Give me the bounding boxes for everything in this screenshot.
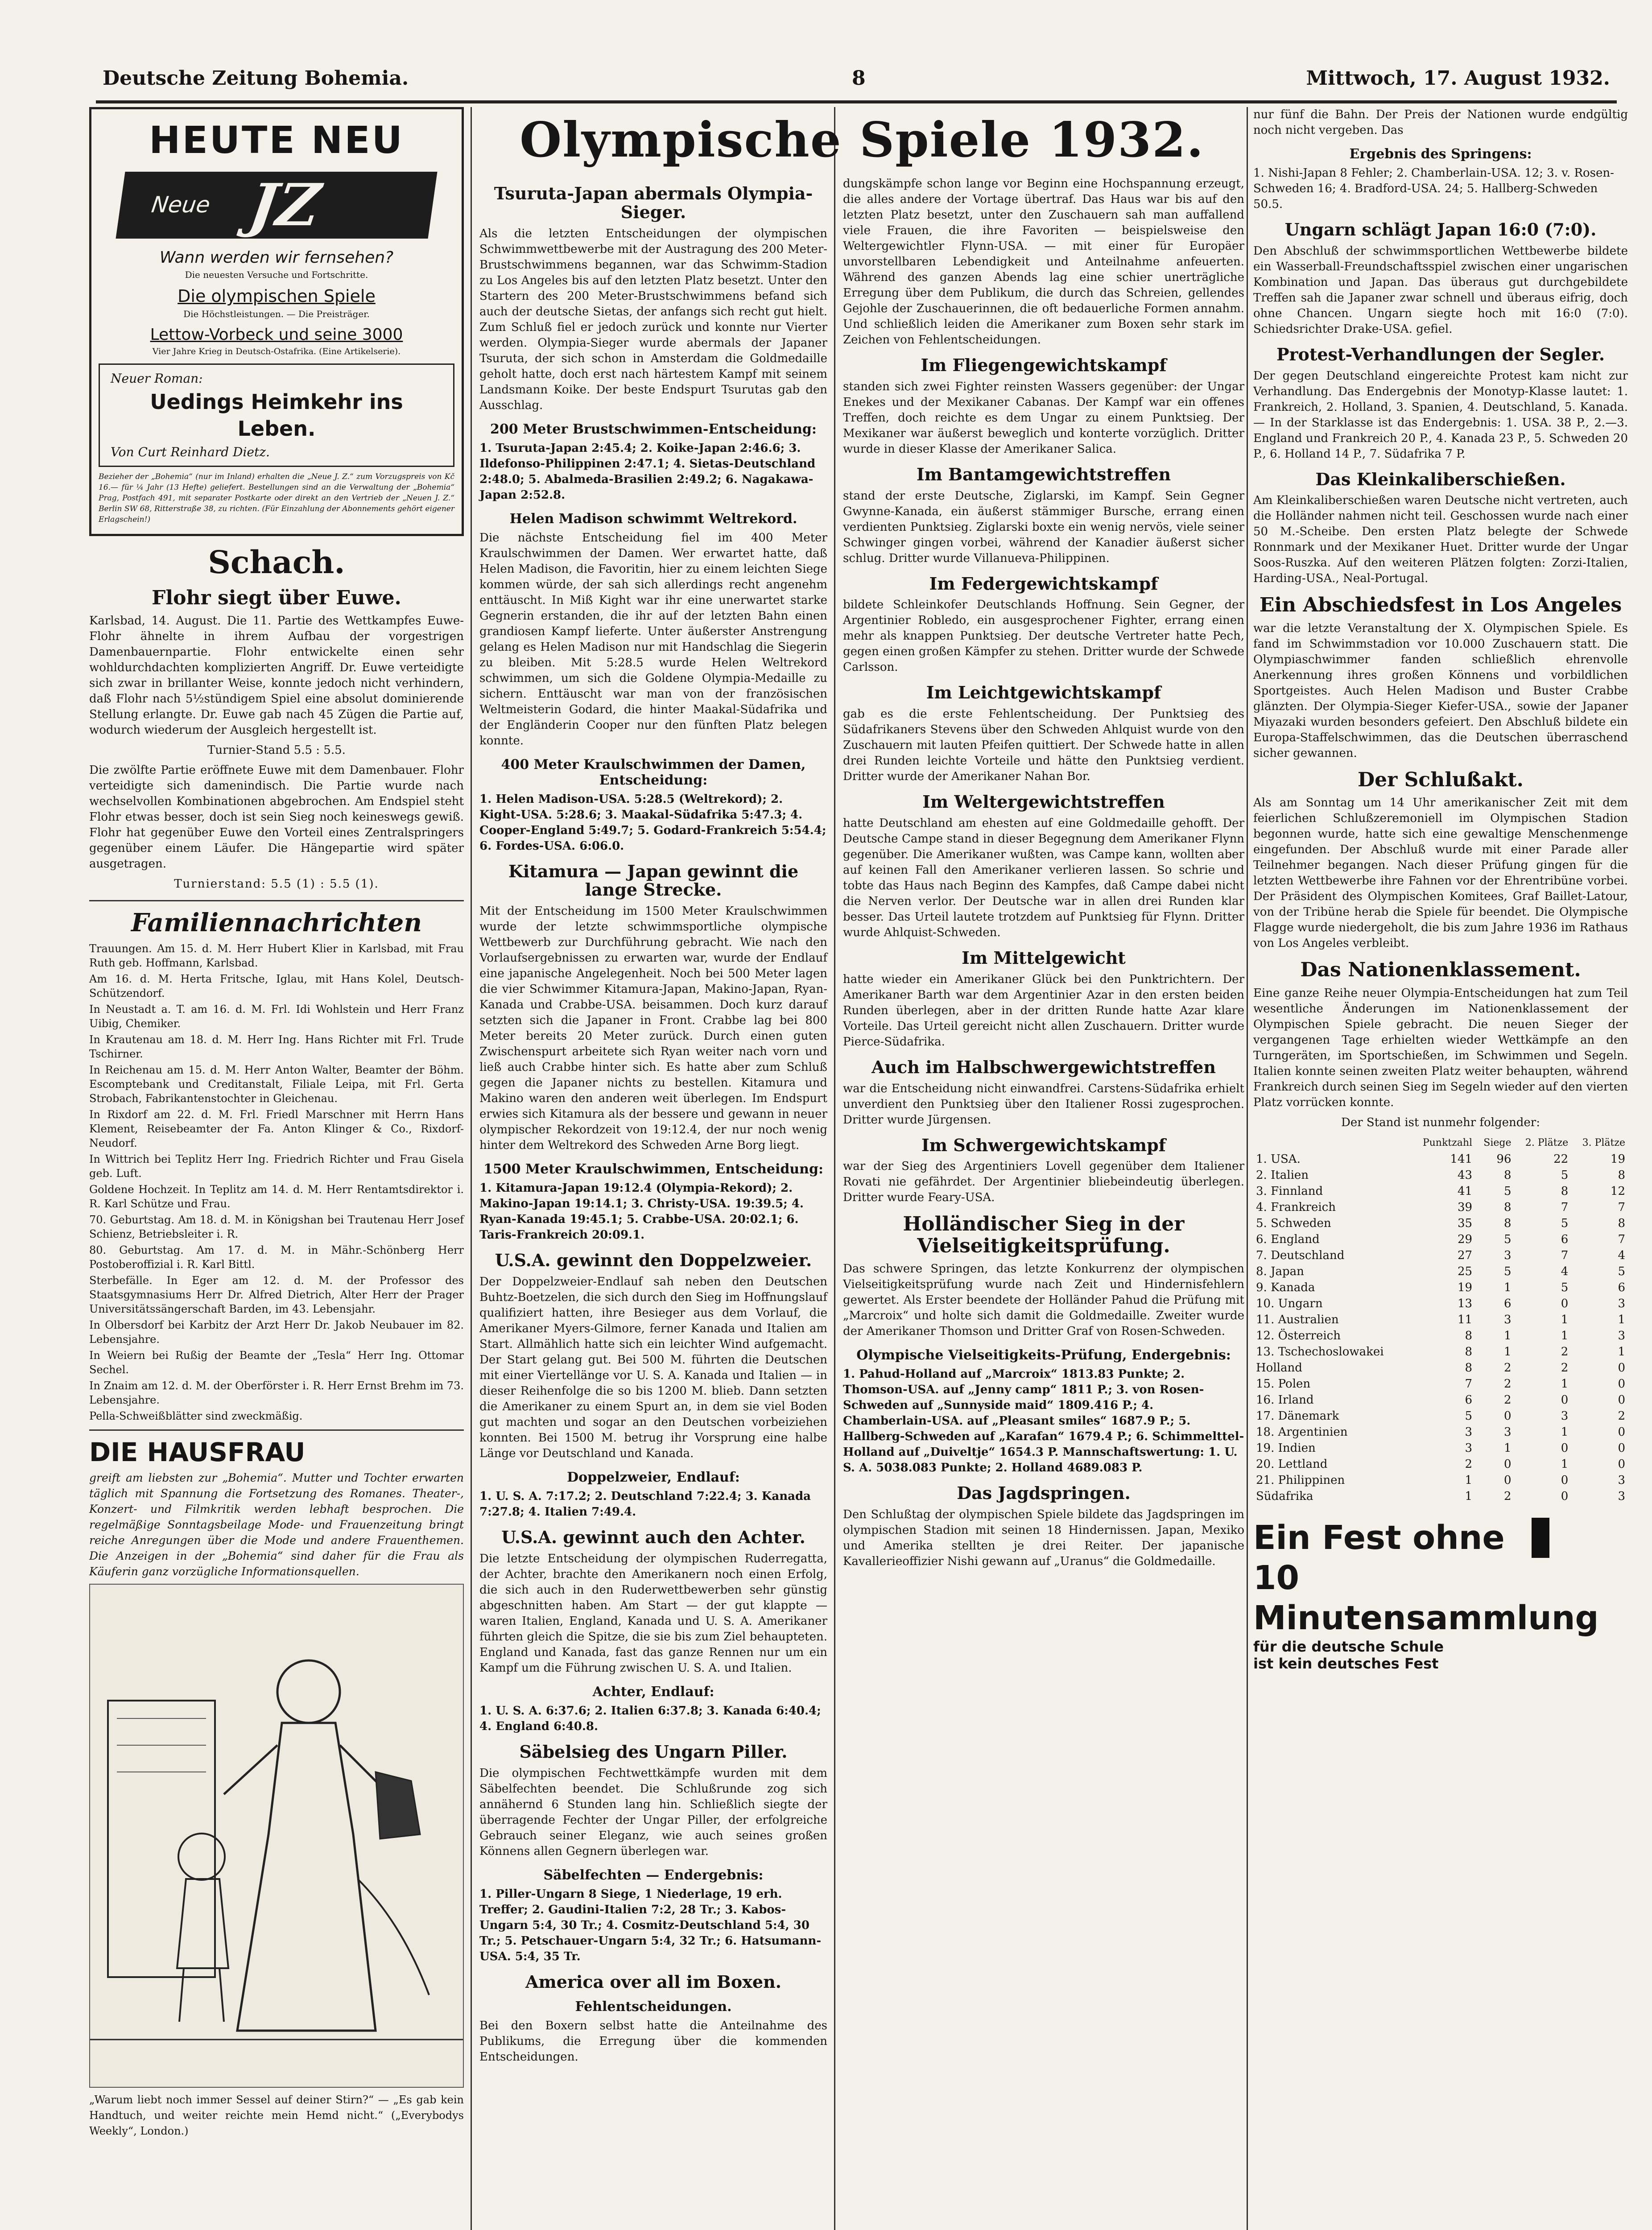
result-heading: Achter, Endlauf:: [592, 1684, 714, 1700]
family-entry: 70. Geburtstag. Am 18. d. M. in Königshan bei Trautenau Herr Josef Schienz, Betriebsleiter i. R.: [89, 1213, 464, 1240]
article-text: Das schwere Springen, das letzte Konkurrenz der olympischen Vielseitigkeitsprüfung wurde nach Zeit und Hindernisfehlern gewertet. Als Erster beendete der Holländer Pahud die Prüfung mit „Marcroix“ und holte sich damit die Goldmedaille. Zweiter wurde der Amerikaner Thomson und Dritter Graf von Rosen-Schweden.: [843, 1262, 1244, 1338]
standings-value: 0: [1618, 1441, 1625, 1455]
standings-value: 1: [1561, 1313, 1569, 1326]
article-text: war der Sieg des Argentiniers Lovell gegenüber dem Italiener Rovati nie gefährdet. Der Argentinier bliebeindeutig überlegen. Dritter wurde Feary-USA.: [843, 1160, 1244, 1205]
school-collection-ad: [1253, 1518, 1628, 1672]
jz-line-1: Die neuesten Versuche und Fortschritte.: [185, 269, 368, 280]
standings-value: 7: [1561, 1200, 1569, 1214]
standings-country: 5. Schweden: [1256, 1216, 1331, 1230]
standings-value: 3: [1503, 1248, 1512, 1262]
article-heading: Protest-Verhandlungen der Segler.: [1276, 344, 1605, 364]
family-entry: In Neustadt a. T. am 16. d. M. Frl. Idi Wohlstein und Herr Franz Uibig, Chemiker.: [89, 1003, 464, 1030]
standings-value: 39: [1457, 1200, 1473, 1214]
standings-value: 13: [1457, 1297, 1473, 1310]
standings-value: 0: [1503, 1473, 1512, 1487]
standings-value: 0: [1561, 1297, 1569, 1310]
standings-country: 4. Frankreich: [1256, 1200, 1336, 1214]
standings-value: 1: [1465, 1473, 1473, 1487]
article-heading: Kitamura — Japan gewinnt die lange Strecke.: [508, 861, 799, 900]
standings-value: 1: [1503, 1441, 1512, 1455]
standings-header-cell: Siege: [1483, 1137, 1512, 1148]
jz-novel-title: Uedings Heimkehr ins Leben.: [150, 390, 403, 441]
article-text: Als am Sonntag um 14 Uhr amerikanischer Zeit mit dem feierlichen Schlußzeremoniell im Olympischen Stadion begonnen wurde, hatte sich eine gewaltige Menschenmenge eingefunden. Der Abschluß wurde mit einer Parade aller Teilnehmer begangen. Nach dieser Prüfung gingen für die letzten Wettbewerbe ihre Fahnen vor der Ehrentribüne vorbei. Der Präsident des Olympischen Komitees, Graf Baillet-Latour, von der Tribüne herab die Spiele für beendet. Die Olympische Flagge wurde niedergeholt, die bis zum Jahre 1936 im Rathaus von Los Angeles verbleibt.: [1253, 796, 1628, 950]
standings-value: 1: [1561, 1457, 1569, 1471]
chess-standing-2: Turnierstand: 5.5 (1) : 5.5 (1).: [174, 877, 379, 891]
issue-date: Mittwoch, 17. August 1932.: [1306, 67, 1610, 90]
article-text: Bei den Boxern selbst hatte die Anteilnahme des Publikums, die Erregung über die kommenden Entscheidungen.: [479, 2019, 827, 2064]
fest-ad-line-2: 10 Minutensammlung: [1253, 1558, 1599, 1637]
result-list: 1. Helen Madison-USA. 5:28.5 (Weltrekord); 2. Kight-USA. 5:28.6; 3. Maakal-Südafrika 5:47.3; 4. Cooper-England 5:49.7; 5. Godard-Frankreich 5:54.4; 6. Fordes-USA. 6:06.0.: [479, 792, 826, 853]
standings-value: 1: [1618, 1313, 1625, 1326]
standings-value: 4: [1618, 1248, 1625, 1262]
chess-title: Schach.: [208, 544, 345, 581]
family-entry: In Wittrich bei Teplitz Herr Ing. Friedrich Richter und Frau Gisela geb. Luft.: [89, 1152, 464, 1180]
chess-section: [89, 545, 464, 892]
standings-country: 19. Indien: [1256, 1441, 1316, 1455]
article-text: Die nächste Entscheidung fiel im 400 Meter Kraulschwimmen der Damen. Wer erwartet hatte, daß Helen Madison, die Favoritin, hier zu einem leichten Siege kommen würde, der sah sich allerdings recht angenehm enttäuscht. In Miß Kight war ihr eine unerwartet starke Gegnerin erstanden, die ihr auf der letzten Bahn einen grandiosen Kampf lieferte. Unter äußerster Anstrengung gelang es Helen Madison nur mit Handschlag die Siegerin zu bleiben. Mit 5:28.5 wurde Helen Weltrekord schwimmen, um sich die Goldene Olympia-Medaille zu sichern. Enttäuscht war man von der französischen Weltmeisterin Godard, die hinter Maakal-Südafrika und der Engländerin Cooper nur den fünften Platz belegen konnte.: [479, 531, 827, 747]
standings-row: [1253, 1280, 1628, 1296]
standings-value: 8: [1561, 1184, 1569, 1198]
standings-country: 17. Dänemark: [1256, 1409, 1339, 1423]
jz-feature-2: Lettow-Vorbeck und seine 3000: [150, 326, 403, 344]
column-3: [843, 176, 1244, 1574]
article-heading: Holländischer Sieg in der Vielseitigkeitsprüfung.: [903, 1213, 1185, 1257]
result-heading: 1500 Meter Kraulschwimmen, Entscheidung:: [483, 1161, 824, 1177]
article-heading: Im Mittelgewicht: [962, 947, 1126, 968]
standings-value: 0: [1618, 1377, 1625, 1391]
standings-row: [1253, 1472, 1628, 1488]
result-list: 1. Kitamura-Japan 19:12.4 (Olympia-Rekord); 2. Makino-Japan 19:14.1; 3. Christy-USA. 19:39.5; 4. Ryan-Kanada 19:45.1; 5. Crabbe-USA. 20:02.1; 6. Taris-Frankreich 20:09.1.: [479, 1181, 804, 1242]
standings-row: [1253, 1296, 1628, 1312]
column-rule: [1247, 107, 1248, 2230]
article-heading: Im Federgewichtskampf: [929, 573, 1158, 594]
standings-value: 3: [1465, 1425, 1473, 1439]
standings-value: 8: [1465, 1361, 1473, 1375]
standings-value: 96: [1496, 1152, 1512, 1166]
standings-country: 2. Italien: [1256, 1168, 1309, 1182]
standings-value: 27: [1457, 1248, 1473, 1262]
column-4: [1253, 107, 1628, 1681]
standings-value: 5: [1465, 1409, 1473, 1423]
jz-logo-word: Neue: [150, 192, 212, 218]
family-entry: 80. Geburtstag. Am 17. d. M. in Mähr.-Schönberg Herr Postoberoffizial i. R. Karl Bittl.: [89, 1243, 464, 1271]
standings-value: 8: [1503, 1200, 1512, 1214]
fest-ad-row: [1253, 1518, 1628, 1558]
standings-value: 5: [1618, 1264, 1625, 1278]
standings-value: 6: [1561, 1232, 1569, 1246]
jump-result: 1. Nishi-Japan 8 Fehler; 2. Chamberlain-USA. 12; 3. v. Rosen-Schweden 16; 4. Bradford-USA. 24; 5. Hallberg-Schweden 50.5.: [1253, 166, 1614, 211]
standings-value: 0: [1618, 1425, 1625, 1439]
article-heading: Auch im Halbschwergewichtstreffen: [871, 1057, 1216, 1077]
article-text: Mit der Entscheidung im 1500 Meter Kraulschwimmen wurde der letzte schwimmsportliche olympische Wettbewerb zur Durchführung gebracht. Wie nach den Vorlaufsergebnissen zu erwarten war, wurde der Endlauf eine japanische Angelegenheit. Noch bei 500 Meter lagen die vier Schwimmer Kitamura-Japan, Makino-Japan, Ryan-Kanada und Crabbe-USA. beisammen. Doch kurz darauf setzten sich die Japaner in Front. Crabbe lag bei 800 Meter bereits 20 Meter zurück. Durch einen guten Zwischenspurt arbeitete sich Ryan weiter nach vorn und ließ auch Crabbe hinter sich. Es hatte aber zum Schluß gegen die Japaner nichts zu bestellen. Kitamura und Makino waren den anderen weit überlegen. Im Endspurt erwies sich Kitamura als der bessere und gewann in neuer olympischer Rekordzeit von 19:12.4, der nur noch wenig hinter dem Weltrekord des Schweden Arne Borg liegt.: [479, 904, 827, 1152]
family-entry: In Weiern bei Rußig der Beamte der „Tesla“ Herr Ing. Ottomar Sechel.: [89, 1349, 464, 1376]
standings-row: [1253, 1360, 1628, 1376]
standings-row: [1253, 1328, 1628, 1344]
family-entry: In Krautenau am 18. d. M. Herr Ing. Hans Richter mit Frl. Trude Tschirner.: [89, 1033, 464, 1060]
article-heading: Säbelsieg des Ungarn Piller.: [519, 1741, 788, 1762]
cartoon-drawing: [90, 1585, 463, 2087]
cartoon-caption: „Warum liebt noch immer Sessel auf deiner Stirn?“ — „Es gab kein Handtuch, und weiter reichte mein Hemd nicht.“ („Everybodys Weekly“, London.): [89, 2093, 464, 2137]
article-heading: Der Schlußakt.: [1358, 768, 1524, 791]
standings-country: 16. Irland: [1256, 1393, 1314, 1407]
standings-row: [1253, 1247, 1628, 1264]
olympics-headline: Olympische Spiele 1932.: [520, 112, 1204, 168]
standings-value: 8: [1465, 1345, 1473, 1359]
standings-row: [1253, 1392, 1628, 1408]
standings-row: [1253, 1440, 1628, 1456]
article-heading: Im Leichtgewichtskampf: [926, 682, 1161, 703]
standings-value: 3: [1561, 1409, 1569, 1423]
standings-value: 3: [1618, 1489, 1625, 1503]
column-1: [89, 107, 464, 2143]
result-list: 1. Pahud-Holland auf „Marcroix“ 1813.83 Punkte; 2. Thomson-USA. auf „Jenny camp“ 1811 P.; 3. von Rosen-Schweden auf „Sunnyside maid“ 1809.416 P.; 4. Chamberlain-USA. auf „Pleasant smiles“ 1687.9 P.; 5. Hallberg-Schweden auf „Karafan“ 1679.4 P.; 6. Schimmelttel-Holland auf „Duiveltje“ 1654.3 P. Mannschaftswertung: 1. U. S. A. 5038.083 Punkte; 2. Holland 4689.083 P.: [843, 1367, 1244, 1475]
jz-novel-author: Von Curt Reinhard Dietz.: [111, 445, 270, 459]
standings-row: [1253, 1264, 1628, 1280]
standings-row: [1253, 1408, 1628, 1424]
standings-row: [1253, 1344, 1628, 1360]
fest-ad-line-4: ist kein deutsches Fest: [1253, 1655, 1439, 1672]
standings-value: 1: [1503, 1345, 1512, 1359]
standings-body: [1253, 1151, 1628, 1504]
standings-country: Südafrika: [1256, 1489, 1313, 1503]
article-heading: U.S.A. gewinnt den Doppelzweier.: [495, 1250, 812, 1271]
jz-headline: HEUTE NEU: [149, 118, 404, 162]
family-entry: Trauungen. Am 15. d. M. Herr Hubert Klier in Karlsbad, mit Frau Ruth geb. Hoffmann, Karlsbad.: [89, 942, 464, 969]
fest-ad-block: [1532, 1518, 1549, 1558]
standings-value: 3: [1465, 1441, 1473, 1455]
standings-value: 2: [1503, 1393, 1512, 1407]
result-heading: 400 Meter Kraulschwimmen der Damen, Entscheidung:: [501, 756, 806, 788]
col4-lead-text: nur fünf die Bahn. Der Preis der Nationen wurde endgültig noch nicht vergeben. Das: [1253, 108, 1628, 137]
article-text: dungskämpfe schon lange vor Beginn eine Hochspannung erzeugt, die alles andere der Vortage übertraf. Das Haus war bis auf den letzten Platz besetzt, unter den Zuschauern sah man auffallend viele Frauen, die ihre Favoriten — beispielsweise den Weltergewichtler Flynn-USA. — mit einer für Europäer unvorstellbaren Lebendigkeit und Anteilnahme anfeuerten. Während des ganzen Abends lag eine schier unerträgliche Erregung über dem Publikum, die durch das Schreien, gellendes Gejohle der Zuschauerinnen, die oft bedauerliche Formen annahm. Und schließlich leiden die Amerikaner zum Boxen sehr stark im Zeichen von Fehlentscheidungen.: [843, 177, 1244, 347]
chess-subtitle: Flohr siegt über Euwe.: [152, 586, 401, 609]
standings-value: 6: [1503, 1297, 1512, 1310]
standings-value: 41: [1457, 1184, 1473, 1198]
standings-row: [1253, 1215, 1628, 1231]
fest-ad-line-1: Ein Fest ohne: [1253, 1518, 1505, 1557]
standings-value: 2: [1618, 1409, 1625, 1423]
standings-value: 7: [1618, 1232, 1625, 1246]
standings-header-cell: 2. Plätze: [1525, 1137, 1569, 1148]
article-text: war die letzte Veranstaltung der X. Olympischen Spiele. Es fand im Schwimmstadion vor 10.000 Zuschauern statt. Die Olympiaschwimmer fanden schließlich ehrenvolle Anerkennung ihres großen Könnens und vorbildlichen Sportgeistes. Auch Helen Madison und Buster Crabbe glänzten. Der Olympia-Sieger Kiefer-USA., sowie der Japaner Miyazaki wurden besonders gefeiert. Den Abschluß bildete ein Europa-Staffelschwimmen, das die Deutschen überraschend sicher gewannen.: [1253, 621, 1628, 760]
article-text: standen sich zwei Fighter reinsten Wassers gegenüber: der Ungar Enekes und der Mexikaner Cabanas. Der Kampf war ein offenes Treffen, doch reichte es dem Ungar zu einem Punktsieg. Der Mexikaner war äußerst beweglich und konterte vorzüglich. Dritter wurde in dieser Klasse der Amerikaner Salica.: [843, 380, 1244, 456]
article-text: Am Kleinkaliberschießen waren Deutsche nicht vertreten, auch die Holländer nahmen nicht teil. Geschossen wurde nach einer 50 M.-Scheibe. Den ersten Platz belegte der Schwede Ronnmark und der Mexikaner Huet. Dritter wurde der Ungar Soos-Ruszka. Auf den weiteren Plätzen folgten: Zorzi-Italien, Harding-USA., Neal-Portugal.: [1253, 494, 1628, 586]
jz-line-3: Vier Jahre Krieg in Deutsch-Ostafrika. (Eine Artikelserie).: [152, 347, 401, 356]
standings-row: [1253, 1183, 1628, 1199]
jz-advertisement: [89, 107, 464, 536]
article-heading: Ungarn schlägt Japan 16:0 (7:0).: [1284, 219, 1597, 240]
standings-row: [1253, 1312, 1628, 1328]
standings-value: 5: [1503, 1184, 1512, 1198]
column-rule: [834, 107, 835, 2230]
standings-value: 1: [1618, 1345, 1625, 1359]
standings-country: 8. Japan: [1256, 1264, 1304, 1278]
olympics-column-3: [843, 176, 1244, 1569]
article-text: Als die letzten Entscheidungen der olympischen Schwimmwettbewerbe mit der Austragung des 200 Meter-Brustschwimmens begannen, war das Schwimm-Stadion zu Los Angeles bis auf den letzten Platz besetzt. Unter den Startern des 200 Meter-Brustschwimmens befand sich auch der deutsche Sietas, der anfangs sich recht gut hielt. Zum Schluß fiel er jedoch zurück und konnte nur Vierter werden. Olympia-Sieger wurde abermals der Japaner Tsuruta, der sich schon in Amsterdam die Goldmedaille geholt hatte, doch erst nach härtestem Kampf mit seinem Landsmann Koike. Der beste Endspurt Tsurutas gab den Ausschlag.: [479, 227, 827, 412]
standings-value: 141: [1450, 1152, 1473, 1166]
standings-value: 5: [1503, 1232, 1512, 1246]
article-heading: Im Weltergewichtstreffen: [922, 792, 1165, 812]
standings-value: 0: [1503, 1457, 1512, 1471]
standings-value: 1: [1503, 1329, 1512, 1342]
jz-logo: [116, 172, 437, 239]
family-entry: Am 16. d. M. Herta Fritsche, Iglau, mit Hans Kolel, Deutsch-Schützendorf.: [89, 972, 464, 999]
family-entry: In Olbersdorf bei Karbitz der Arzt Herr Dr. Jakob Neubauer im 82. Lebensjahre.: [89, 1318, 464, 1346]
standings-value: 11: [1457, 1313, 1473, 1326]
standings-row: [1253, 1376, 1628, 1392]
standings-row: [1253, 1456, 1628, 1472]
standings-value: 5: [1503, 1264, 1512, 1278]
standings-value: 29: [1457, 1232, 1473, 1246]
page-number: 8: [852, 67, 866, 90]
chess-text-2: Die zwölfte Partie eröffnete Euwe mit dem Damenbauer. Flohr verteidigte sich damenindisch. Die Partie wurde nach wechselvollen Kombinationen abgebrochen. Am Endspiel steht Flohr etwas besser, doch ist sein Sieg noch keineswegs gewiß. Flohr hat gegenüber Euwe den Vorteil eines Zentralspringers gegenüber einem Läufer. Die Hängepartie wird später ausgetragen.: [89, 764, 464, 871]
standings-value: 3: [1618, 1473, 1625, 1487]
chess-standing-1: Turnier-Stand 5.5 : 5.5.: [207, 743, 346, 757]
standings-value: 5: [1561, 1280, 1569, 1294]
standings-value: 0: [1503, 1409, 1512, 1423]
article-heading: Im Fliegengewichtskampf: [921, 355, 1167, 375]
standings-row: [1253, 1167, 1628, 1183]
article-text: bildete Schleinkofer Deutschlands Hoffnung. Sein Gegner, der Argentinier Robledo, ein ausgesprochener Fighter, errang einen mehr als knappen Punktsieg. Der deutsche Vertreter hatte Pech, gegen einen großen Kämpfer zu stehen. Dritter wurde der Schwede Carlsson.: [843, 598, 1244, 674]
standings-value: 2: [1561, 1345, 1569, 1359]
standings-value: 8: [1465, 1329, 1473, 1342]
standings-value: 3: [1618, 1297, 1625, 1310]
article-subheading: Fehlentscheidungen.: [575, 1999, 732, 2015]
hausfrau-title: DIE HAUSFRAU: [89, 1437, 306, 1467]
nations-standings-table: [1253, 1135, 1628, 1504]
standings-value: 1: [1561, 1425, 1569, 1439]
standings-country: 11. Australien: [1256, 1313, 1339, 1326]
article-heading: Im Bantamgewichtstreffen: [916, 464, 1171, 484]
hausfrau-ad: [89, 1437, 464, 2139]
standings-header-cell: [1253, 1135, 1410, 1151]
newspaper-name: Deutsche Zeitung Bohemia.: [103, 67, 409, 90]
standings-value: 8: [1503, 1216, 1512, 1230]
standings-value: 2: [1503, 1489, 1512, 1503]
article-text: Der gegen Deutschland eingereichte Protest kam nicht zur Verhandlung. Das Endergebnis der Monotyp-Klasse lautet: 1. Frankreich, 2. Holland, 3. Spanien, 4. Deutschland, 5. Kanada. — In der Starklasse ist das Endergebnis: 1. USA. 38 P., 2.—3. England und Frankreich 20 P., 4. Kanada 23 P., 5. Schweden 20 P., 6. Holland 14 P., 7. Südafrika 7 P.: [1253, 369, 1628, 461]
family-entry: Goldene Hochzeit. In Teplitz am 14. d. M. Herr Rentamtsdirektor i. R. Karl Schütze und Frau.: [89, 1183, 464, 1210]
standings-value: 7: [1465, 1377, 1473, 1391]
article-heading: America over all im Boxen.: [525, 1971, 781, 1992]
standings-value: 7: [1561, 1248, 1569, 1262]
article-text: war die Entscheidung nicht einwandfrei. Carstens-Südafrika erhielt unverdient den Punktsieg über den Italiener Rossi zugesprochen. Dritter wurde Jürgensen.: [843, 1082, 1244, 1127]
standings-value: 0: [1561, 1473, 1569, 1487]
result-list: 1. U. S. A. 6:37.6; 2. Italien 6:37.8; 3. Kanada 6:40.4; 4. England 6:40.8.: [479, 1704, 821, 1733]
standings-value: 3: [1503, 1425, 1512, 1439]
result-list: 1. U. S. A. 7:17.2; 2. Deutschland 7:22.4; 3. Kanada 7:27.8; 4. Italien 7:49.4.: [479, 1489, 811, 1519]
olympics-column-2: [479, 184, 827, 2065]
standings-value: 22: [1553, 1152, 1569, 1166]
article-heading: Tsuruta-Japan abermals Olympia-Sieger.: [494, 183, 813, 222]
jump-result-heading: Ergebnis des Springens:: [1349, 146, 1532, 162]
article-text: Der Doppelzweier-Endlauf sah neben den Deutschen Buhtz-Boetzelen, die sich durch den Sieg im Hoffnungslauf qualifiziert hatten, ihre Besieger aus dem Vorlauf, die Amerikaner Myers-Gilmore, ferner Kanada und Italien am Start. Allmählich hatte sich ein leichter Wind aufgemacht. Der Start gelang gut. Bei 500 M. führten die Deutschen mit einer Viertellänge vor U. S. A. Kanada und Italien — in dieser Reihenfolge die so bis 1200 M. blieb. Dann setzten die Amerikaner zu einem Spurt an, in dem sie viel Boden gut machten und sogar an den Deutschen vorbeiziehen konnten. Bei 1500 M. betrug ihr Vorsprung eine halbe Länge vor Deutschland und Kanada.: [479, 1275, 827, 1460]
standings-row: [1253, 1488, 1628, 1504]
standings-row: [1253, 1424, 1628, 1440]
family-entry: In Reichenau am 15. d. M. Herr Anton Walter, Beamter der Böhm. Escomptebank und Creditanstalt, Filiale Leipa, mit Frl. Gerta Strobach, Fabrikantenstochter in Gleichenau.: [89, 1063, 464, 1105]
article-text: Den Abschluß der schwimmsportlichen Wettbewerbe bildete ein Wasserball-Freundschaftsspiel zwischen einer ungarischen Kombination und Japan. Das überaus gut durchgebildete Treffen sah die Japaner zwar schnell und überaus eifrig, doch ohne Chancen. Ungarn siegte hoch mit 16:0 (7:0). Schiedsrichter Drake-USA. gefiel.: [1253, 244, 1628, 336]
standings-value: 6: [1465, 1393, 1473, 1407]
standings-value: 1: [1465, 1489, 1473, 1503]
article-text: Die olympischen Fechtwettkämpfe wurden mit dem Säbelfechten beendet. Die Schlußrunde zog sich annähernd 6 Stunden lang hin. Schließlich siegte der überragende Fechter der Ungar Piller, der erfolgreiche Gebrauch seiner Eleganz, wie auch seines großen Könnens allen Gegnern überlegen war.: [479, 1766, 827, 1858]
result-list: 1. Piller-Ungarn 8 Siege, 1 Niederlage, 19 erh. Treffer; 2. Gaudini-Italien 7:2, 28 Tr.; 3. Kabos-Ungarn 5:4, 30 Tr.; 4. Cosmitz-Deutschland 5:4, 30 Tr.; 5. Petschauer-Ungarn 5:4, 32 Tr.; 6. Hatsumann-USA. 5:4, 35 Tr.: [479, 1887, 822, 1963]
standings-value: 5: [1561, 1216, 1569, 1230]
article-text: Die letzte Entscheidung der olympischen Ruderregatta, der Achter, brachte den Amerikanern noch einen Erfolg, die sich auch in den Ruderwettbewerben sehr günstig abgeschnitten haben. Am Start — der gut klappte — waren Italien, England, Kanada und U. S. A. Amerikaner führten gleich die Spitze, die sie bis zum Ziel behaupteten. England und Kanada, fast das ganze Rennen nur um ein Kampf um die Führung zwischen U. S. A. und Italien.: [479, 1552, 827, 1675]
standings-row: [1253, 1151, 1628, 1167]
standings-country: 20. Lettland: [1256, 1457, 1328, 1471]
article-heading: Das Jagdspringen.: [957, 1483, 1131, 1503]
standings-caption: Der Stand ist nunmehr folgender:: [1341, 1115, 1540, 1129]
hausfrau-text: greift am liebsten zur „Bohemia“. Mutter und Tochter erwarten täglich mit Spannung die Fortsetzung des Romanes. Theater-, Konzert- und Filmkritik werden lebhaft besprochen. Die regelmäßige Sonntagsbeilage Mode- und Frauenzeitung bringt reiche Anregungen über die Mode und andere Frauenthemen. Die Anzeigen in der „Bohemia“ sind daher für die Frau als Käuferin ganz vorzügliche Informationsquellen.: [89, 1471, 464, 1578]
article-text: hatte Deutschland am ehesten auf eine Goldmedaille gehofft. Der Deutsche Campe stand in dieser Begegnung dem Amerikaner Flynn gegenüber. Die Amerikaner wußten, was Campe kann, wollten aber auf keinen Fall den Amerikaner verlieren lassen. So schrie und tobte das Haus nach Beginn des Kampfes, daß Campe dabei nicht die Nerven verlor. Der Deutsche war in allen drei Runden klar besser. Das Urteil lautete trotzdem auf Punktsieg für Flynn. Dritter wurde Ahlquist-Schweden.: [843, 816, 1244, 939]
divider: [89, 900, 464, 901]
jz-subscription-note: Bezieher der „Bohemia“ (nur im Inland) erhalten die „Neue J. Z.“ zum Vorzugspreis von Kč 16.— für ¼ Jahr (13 Hefte) geliefert. Bestellungen sind an die Verwaltung der „Bohemia“ Prag, Postfach 491, mit separater Postkarte oder direkt an den Vertrieb der „Neuen J. Z.“ Berlin SW 68, Ritterstraße 38, zu richten. (Für Einzahlung der Abonnements gehört eigener Erlagschein!): [99, 472, 454, 524]
jz-tagline: Wann werden wir fernsehen?: [159, 248, 394, 267]
jz-novel-label: Neuer Roman:: [111, 371, 203, 386]
family-entry: Pella-Schweißblätter sind zweckmäßig.: [89, 1409, 303, 1422]
cartoon-illustration: [89, 1584, 464, 2088]
jz-line-2: Die Höchstleistungen. — Die Preisträger.: [183, 309, 370, 319]
standings-value: 0: [1561, 1393, 1569, 1407]
standings-value: 4: [1561, 1264, 1569, 1278]
standings-country: 3. Finnland: [1256, 1184, 1323, 1198]
result-heading: Olympische Vielseitigkeits-Prüfung, Endergebnis:: [856, 1347, 1231, 1363]
standings-value: 2: [1561, 1361, 1569, 1375]
article-text: Den Schlußtag der olympischen Spiele bildete das Jagdspringen im olympischen Stadion mit seinen 18 Hindernissen. Japan, Mexiko und Amerika stellten je drei Reiter. Der japanische Kavallerieoffizier Nishi gewann auf „Uranus“ die Goldmedaille.: [843, 1507, 1244, 1568]
standings-value: 12: [1610, 1184, 1625, 1198]
family-entry: Sterbefälle. In Eger am 12. d. M. der Professor des Staatsgymnasiums Herr Dr. Alfred Dietrich, Alter Herr der Prager Universitätssängerschaft Barden, im 43. Lebensjahr.: [89, 1274, 464, 1315]
standings-value: 1: [1561, 1329, 1569, 1342]
standings-value: 43: [1457, 1168, 1473, 1182]
standings-value: 0: [1618, 1361, 1625, 1375]
result-heading: Säbelfechten — Endergebnis:: [543, 1867, 764, 1883]
article-text: Eine ganze Reihe neuer Olympia-Entscheidungen hat zum Teil wesentliche Änderungen im Nationenklassement der Olympischen Spiele gebracht. Die neuen Sieger der vergangenen Tage erhielten wieder Wettkämpfe an den Turngeräten, im Sportschießen, im Schwimmen und Segeln. Italien konnte seinen zweiten Platz weiter behaupten, während Frankreich durch seinen Sieg im Segeln wieder auf den vierten Platz vorrücken konnte.: [1253, 986, 1628, 1109]
article-heading: Im Schwergewichtskampf: [921, 1135, 1166, 1155]
fest-ad-line-3: für die deutsche Schule: [1253, 1638, 1444, 1655]
chess-text-1: Karlsbad, 14. August. Die 11. Partie des Wettkampfes Euwe-Flohr ähnelte in ihrem Aufbau der vorgestrigen Damenbauernpartie. Flohr entwickelte einen sehr wohldurchdachten komplizierten Angriff. Dr. Euwe verteidigte sich zwar in brillanter Weise, konnte jedoch nicht verhindern, daß Flohr nach 5½stündigem Spiel eine absolut dominierende Stellung erlangte. Dr. Euwe gab nach 45 Zügen die Partie auf, wodurch wiederum der Ausgleich hergestellt ist.: [89, 614, 464, 737]
family-entry: In Znaim am 12. d. M. der Oberförster i. R. Herr Ernst Brehm im 73. Lebensjahre.: [89, 1379, 464, 1406]
standings-country: 9. Kanada: [1256, 1280, 1315, 1294]
standings-country: 12. Österreich: [1256, 1329, 1341, 1342]
standings-value: 3: [1618, 1329, 1625, 1342]
standings-country: 6. England: [1256, 1232, 1320, 1246]
standings-value: 0: [1618, 1393, 1625, 1407]
standings-row: [1253, 1231, 1628, 1247]
standings-country: 1. USA.: [1256, 1152, 1301, 1166]
standings-header-row: [1253, 1135, 1628, 1151]
standings-value: 6: [1618, 1280, 1625, 1294]
standings-value: 0: [1618, 1457, 1625, 1471]
standings-header-cell: Punktzahl: [1422, 1137, 1473, 1148]
standings-header-cell: 3. Plätze: [1582, 1137, 1625, 1148]
standings-value: 7: [1618, 1200, 1625, 1214]
standings-value: 25: [1457, 1264, 1473, 1278]
standings-country: 15. Polen: [1256, 1377, 1311, 1391]
standings-value: 19: [1610, 1152, 1625, 1166]
result-heading: Doppelzweier, Endlauf:: [567, 1469, 740, 1485]
standings-value: 5: [1561, 1168, 1569, 1182]
standings-country: 13. Tschechoslowakei: [1256, 1345, 1384, 1359]
standings-value: 35: [1457, 1216, 1473, 1230]
article-heading: Helen Madison schwimmt Weltrekord.: [509, 511, 797, 527]
standings-value: 1: [1503, 1280, 1512, 1294]
column-2: [479, 176, 827, 2069]
standings-value: 8: [1618, 1168, 1625, 1182]
standings-country: 7. Deutschland: [1256, 1248, 1345, 1262]
standings-value: 0: [1561, 1441, 1569, 1455]
standings-country: 21. Philippinen: [1256, 1473, 1345, 1487]
standings-value: 19: [1457, 1280, 1473, 1294]
divider: [89, 1429, 464, 1431]
family-list: [89, 942, 464, 1423]
standings-value: 8: [1618, 1216, 1625, 1230]
article-text: gab es die erste Fehlentscheidung. Der Punktsieg des Südafrikaners Stevens über den Schweden Ahlquist wurde von den Zuschauern mit lauten Pfeifen quittiert. Der Schwede hatte in allen drei Runden leichte Vorteile und hätte den Punktsieg verdient. Dritter wurde der Amerikaner Nahan Bor.: [843, 707, 1244, 784]
standings-value: 3: [1503, 1313, 1512, 1326]
standings-value: 2: [1503, 1361, 1512, 1375]
jz-novel-box: [99, 363, 454, 467]
standings-value: 1: [1561, 1377, 1569, 1391]
result-heading: 200 Meter Brustschwimmen-Entscheidung:: [490, 421, 817, 437]
family-title: Familiennachrichten: [131, 908, 422, 938]
page-header: [103, 67, 1610, 98]
column-rule: [471, 107, 472, 2230]
article-heading: Das Kleinkaliberschießen.: [1315, 469, 1566, 489]
standings-country: 10. Ungarn: [1256, 1297, 1323, 1310]
standings-value: 8: [1503, 1168, 1512, 1182]
standings-value: 2: [1465, 1457, 1473, 1471]
article-text: hatte wieder ein Amerikaner Glück bei den Punktrichtern. Der Amerikaner Barth war dem Argentinier Azar in den ersten beiden Runden überlegen, aber in der dritten Runde hatte Azar klare Vorteile. Das Urteil gereicht nicht allen Zuschauern. Dritter wurde Pierce-Südafrika.: [843, 972, 1244, 1049]
article-heading: U.S.A. gewinnt auch den Achter.: [501, 1527, 805, 1547]
article-heading: Das Nationenklassement.: [1300, 958, 1581, 982]
result-list: 1. Tsuruta-Japan 2:45.4; 2. Koike-Japan 2:46.6; 3. Ildefonso-Philippinen 2:47.1; 4. Sietas-Deutschland 2:48.0; 5. Abalmeda-Brasilien 2:49.2; 6. Nagakawa-Japan 2:52.8.: [479, 441, 816, 502]
standings-value: 0: [1561, 1489, 1569, 1503]
header-rule: [96, 100, 1617, 103]
article-text: stand der erste Deutsche, Ziglarski, im Kampf. Sein Gegner Gwynne-Kanada, ein äußerst stämmiger Bursche, errang einen verdienten Punktsieg. Ziglarski boxte ein wenig nervös, viele seiner Schwinger gingen vorbei, während der Kanadier äußerst sicher schlug. Dritter wurde Villanueva-Philippinen.: [843, 489, 1244, 565]
olympics-column-4: [1253, 220, 1628, 1111]
standings-row: [1253, 1199, 1628, 1215]
jz-feature: Die olympischen Spiele: [178, 286, 376, 306]
family-entry: In Rixdorf am 22. d. M. Frl. Friedl Marschner mit Herrn Hans Klement, Reisebeamter der Fa. Anton Klinger & Co., Rixdorf-Neudorf.: [89, 1108, 464, 1149]
jz-logo-letters: JZ: [245, 171, 325, 239]
article-heading: Ein Abschiedsfest in Los Angeles: [1259, 594, 1622, 617]
standings-country: Holland: [1256, 1361, 1302, 1375]
standings-value: 2: [1503, 1377, 1512, 1391]
family-section: [89, 909, 464, 1423]
standings-country: 18. Argentinien: [1256, 1425, 1348, 1439]
